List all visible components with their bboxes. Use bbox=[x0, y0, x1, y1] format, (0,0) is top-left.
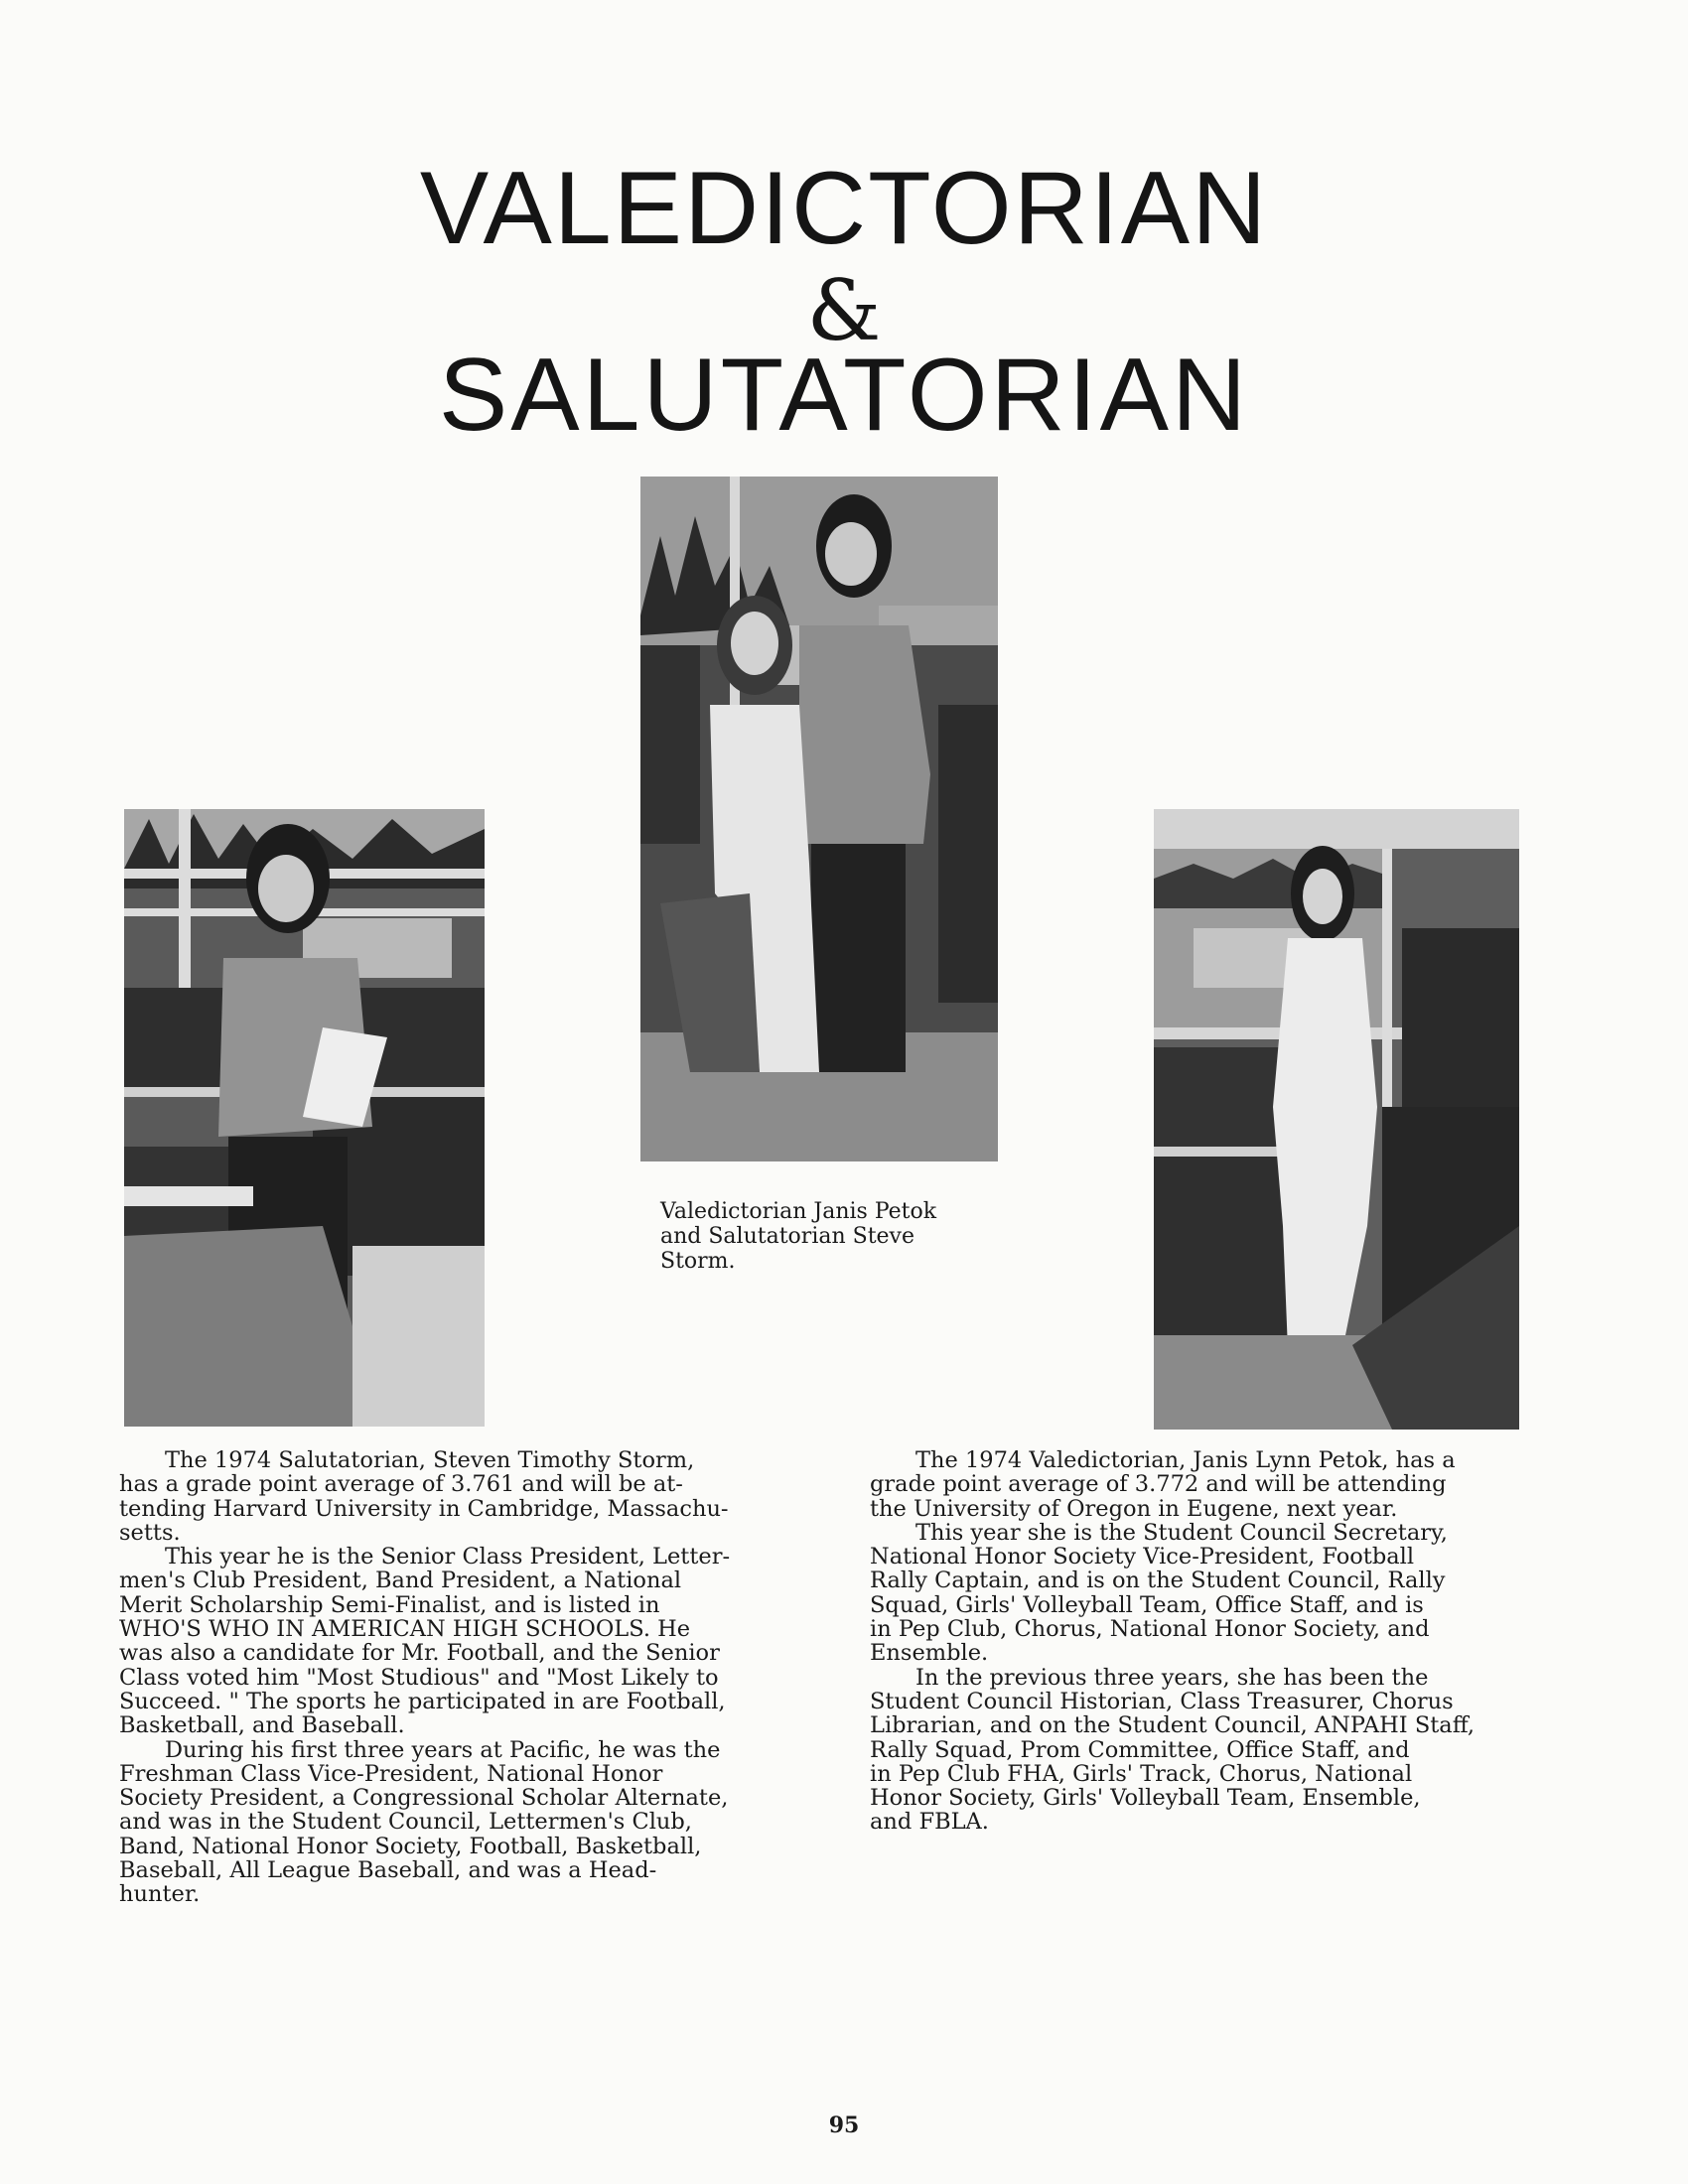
text-line: has a grade point average of 3.761 and will be at- bbox=[119, 1471, 683, 1498]
text-line: Freshman Class Vice-President, National Honor bbox=[119, 1760, 663, 1787]
page-number: 95 bbox=[828, 2113, 860, 2138]
caption-line: Storm. bbox=[660, 1249, 736, 1274]
photo-valedictorian bbox=[1154, 809, 1519, 1430]
text-line: Band, National Honor Society, Football, Basketball, bbox=[119, 1833, 702, 1859]
text-line: During his first three years at Pacific, he was the bbox=[165, 1736, 721, 1763]
text-line: WHO'S WHO IN AMERICAN HIGH SCHOOLS. He bbox=[119, 1616, 691, 1643]
text-line: setts. bbox=[119, 1519, 181, 1546]
text-line: grade point average of 3.772 and will be attending bbox=[870, 1471, 1447, 1498]
text-line: This year she is the Student Council Secretary, bbox=[915, 1519, 1448, 1546]
text-line: in Pep Club, Chorus, National Honor Society, and bbox=[870, 1616, 1430, 1643]
text-line: in Pep Club FHA, Girls' Track, Chorus, National bbox=[870, 1760, 1413, 1787]
salutatorian-biography bbox=[119, 1448, 774, 1907]
photo-valedictorian-and-salutatorian bbox=[640, 477, 998, 1161]
text-line: tending Harvard University in Cambridge, Massachu- bbox=[119, 1495, 729, 1522]
text-line: Merit Scholarship Semi-Finalist, and is listed in bbox=[119, 1591, 660, 1618]
text-line: The 1974 Salutatorian, Steven Timothy Storm, bbox=[165, 1447, 695, 1473]
text-line: the University of Oregon in Eugene, next year. bbox=[870, 1495, 1398, 1522]
text-line: Class voted him "Most Studious" and "Most Likely to bbox=[119, 1664, 719, 1691]
caption-line: and Salutatorian Steve bbox=[660, 1224, 915, 1249]
valedictorian-biography bbox=[870, 1448, 1525, 1835]
text-line: Rally Captain, and is on the Student Council, Rally bbox=[870, 1568, 1446, 1594]
text-line: Succeed. " The sports he participated in are Football, bbox=[119, 1688, 726, 1714]
caption-line: Valedictorian Janis Petok bbox=[660, 1199, 937, 1224]
text-line: Ensemble. bbox=[870, 1640, 989, 1667]
photo-salutatorian bbox=[124, 809, 485, 1427]
text-line: The 1974 Valedictorian, Janis Lynn Petok, has a bbox=[915, 1447, 1456, 1473]
text-line: Student Council Historian, Class Treasurer, Chorus bbox=[870, 1688, 1454, 1714]
title-salutatorian: SALUTATORIAN bbox=[438, 338, 1250, 453]
text-line: This year he is the Senior Class President, Letter- bbox=[165, 1544, 731, 1570]
text-line: and FBLA. bbox=[870, 1809, 989, 1836]
text-line: Baseball, All League Baseball, and was a Head- bbox=[119, 1857, 657, 1884]
photo-caption bbox=[660, 1199, 978, 1274]
text-line: hunter. bbox=[119, 1881, 201, 1908]
text-line: Society President, a Congressional Scholar Alternate, bbox=[119, 1785, 729, 1812]
title-ampersand: & bbox=[806, 262, 882, 359]
text-line: was also a candidate for Mr. Football, and the Senior bbox=[119, 1640, 720, 1667]
text-line: Squad, Girls' Volleyball Team, Office Staff, and is bbox=[870, 1591, 1424, 1618]
text-line: men's Club President, Band President, a National bbox=[119, 1568, 682, 1594]
title-valedictorian: VALEDICTORIAN bbox=[419, 151, 1269, 266]
text-line: Basketball, and Baseball. bbox=[119, 1712, 405, 1739]
text-line: In the previous three years, she has been the bbox=[915, 1664, 1429, 1691]
text-line: Rally Squad, Prom Committee, Office Staff, and bbox=[870, 1736, 1410, 1763]
text-line: National Honor Society Vice-President, Football bbox=[870, 1544, 1415, 1570]
text-line: Librarian, and on the Student Council, ANPAHI Staff, bbox=[870, 1712, 1476, 1739]
text-line: Honor Society, Girls' Volleyball Team, Ensemble, bbox=[870, 1785, 1421, 1812]
text-line: and was in the Student Council, Lettermen's Club, bbox=[119, 1809, 692, 1836]
